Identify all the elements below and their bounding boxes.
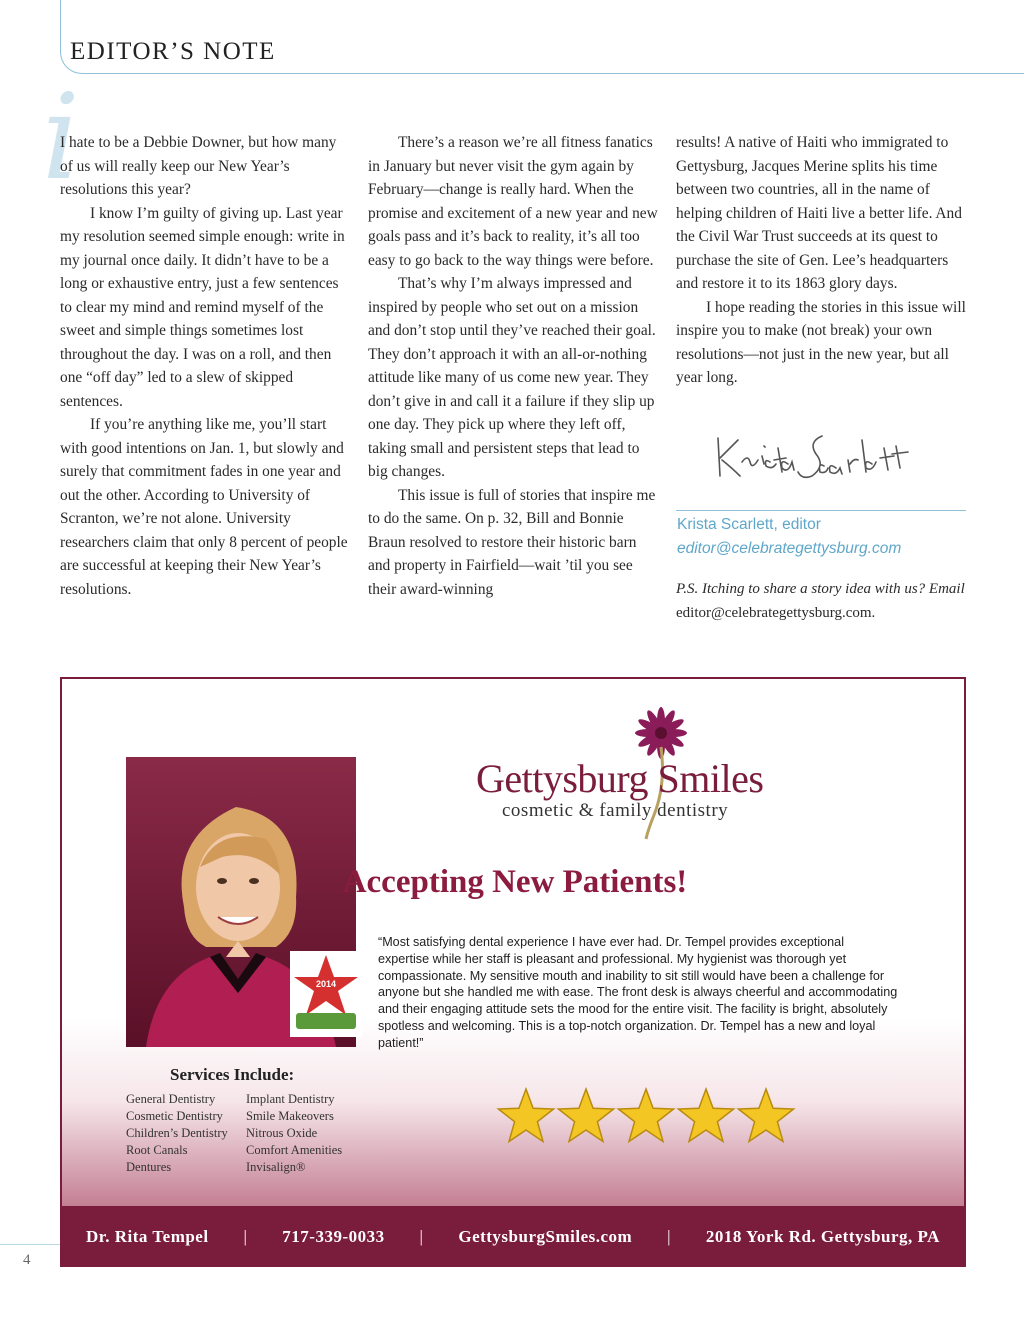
page-rule (0, 1244, 60, 1245)
section-title: EDITOR’S NOTE (70, 38, 276, 65)
services-title: Services Include: (170, 1065, 295, 1084)
star-icon (738, 1089, 793, 1142)
service-item: General Dentistry (126, 1092, 216, 1106)
article-column-3 (676, 131, 966, 390)
rating-stars (496, 1084, 796, 1148)
postscript-email[interactable]: editor@celebrategettysburg.com. (676, 604, 876, 621)
gettysburg-smiles-logo (476, 705, 816, 845)
services-list-left (126, 1091, 228, 1176)
article-column-2 (368, 131, 660, 601)
separator: | (243, 1226, 248, 1246)
website-link[interactable]: GettysburgSmiles.com (458, 1226, 633, 1246)
service-item: Invisalign® (246, 1160, 306, 1174)
address: 2018 York Rd. Gettysburg, PA (705, 1226, 940, 1246)
editor-name: Krista Scarlett, editor (677, 516, 821, 533)
service-item: Dentures (126, 1160, 172, 1174)
postscript (676, 578, 966, 625)
paragraph: I know I’m guilty of giving up. Last year my resolution seemed simple enough: write in my journal once daily. It didn’t have to be a long or exhaustive entry, just a few sentences to clear my mind and remind myself of the sweet and simple things sometimes lost throughout the day. I was on a roll, and then one “off day” led to a slew of skipped sentences. (60, 204, 345, 410)
separator: | (419, 1226, 424, 1246)
paragraph: There’s a reason we’re all fitness fanatics in January but never visit the gym again by February—change is really hard. When the promise and excitement of a new year and new goals pass and it’s back to reality, it’s all too easy to go back to the way things were before. (368, 134, 658, 269)
drop-cap: i (42, 68, 80, 206)
star-icon (558, 1089, 613, 1142)
star-icon (618, 1089, 673, 1142)
logo-tagline: cosmetic & family dentistry (502, 800, 729, 821)
award-badge (290, 951, 362, 1037)
service-item: Implant Dentistry (246, 1092, 335, 1106)
service-item: Cosmetic Dentistry (126, 1109, 223, 1123)
service-item: Comfort Amenities (246, 1143, 343, 1157)
service-item: Root Canals (126, 1143, 188, 1157)
service-item: Smile Makeovers (246, 1109, 334, 1123)
ad-footer (62, 1206, 964, 1267)
service-item: Nitrous Oxide (246, 1126, 318, 1140)
svg-text:2014: 2014 (315, 979, 337, 989)
advertisement (60, 677, 966, 1267)
phone-number[interactable]: 717-339-0033 (282, 1226, 385, 1246)
star-icon (498, 1089, 553, 1142)
paragraph: I hope reading the stories in this issue will inspire you to make (not break) your own resolutions—not just in the new year, but all year long. (676, 298, 966, 386)
paragraph: That’s why I’m always impressed and inspired by people who set out on a mission and don’t stop until they’ve reached their goal. They don’t approach it with an all-or-nothing attitude like many of us come new year. They don’t give in and call it a failure if they slip up one day. They pick up where they left off, taking small and persistent steps that lead to big changes. (368, 275, 656, 480)
doctor-name: Dr. Rita Tempel (86, 1226, 209, 1246)
paragraph: results! A native of Haiti who immigrated to Gettysburg, Jacques Merine splits his time between two countries, all in the name of helping children of Haiti live a better life. And the Civil War Trust succeeds at its quest to purchase the site of Gen. Lee’s headquarters and restore it to its 1863 glory days. (676, 134, 962, 292)
service-item: Children’s Dentistry (126, 1126, 228, 1140)
paragraph: This issue is full of stories that inspire me to do the same. On p. 32, Bill and Bonnie Braun resolved to restore their historic barn and property in Fairfield—wait ’til you see their award-winning (368, 486, 656, 598)
services-list-right (246, 1091, 342, 1176)
postscript-text: P.S. Itching to share a story idea with us? Email (676, 581, 965, 597)
logo-wordmark: Gettysburg Smiles (476, 756, 764, 801)
ad-headline: Accepting New Patients! (342, 864, 688, 900)
paragraph: I hate to be a Debbie Downer, but how many of us will really keep our New Year’s resolutions this year? (60, 134, 337, 198)
separator: | (667, 1226, 671, 1246)
paragraph: If you’re anything like me, you’ll start with good intentions on Jan. 1, but slowly and surely that commitment fades in one year and out the other. According to University of Scranton, we’re not alone. University researchers claim that only 8 percent of people are successful at keeping their New Year’s resolutions. (60, 416, 348, 598)
signature-image (712, 418, 912, 494)
star-icon (678, 1089, 733, 1142)
patient-testimonial: “Most satisfying dental experience I have ever had. Dr. Tempel provides exceptional expertise while her staff is pleasant and professional. My hygienist was thorough yet compassionate. My sensitive mouth and inability to sit still would have been a challenge for anyone but she handled me with ease. The front desk is always cheerful and accommodating and their engaging attitude sets the mood for the entire visit. The facility is bright, absolutely spotless and welcoming. This is a top-notch organization. Dr. Tempel has a new and loyal patient!” (378, 935, 898, 1050)
page-number: 4 (23, 1252, 31, 1268)
article-column-1 (60, 131, 352, 601)
signature-rule (676, 510, 966, 511)
editor-email-link[interactable]: editor@celebrategettysburg.com (677, 540, 902, 557)
